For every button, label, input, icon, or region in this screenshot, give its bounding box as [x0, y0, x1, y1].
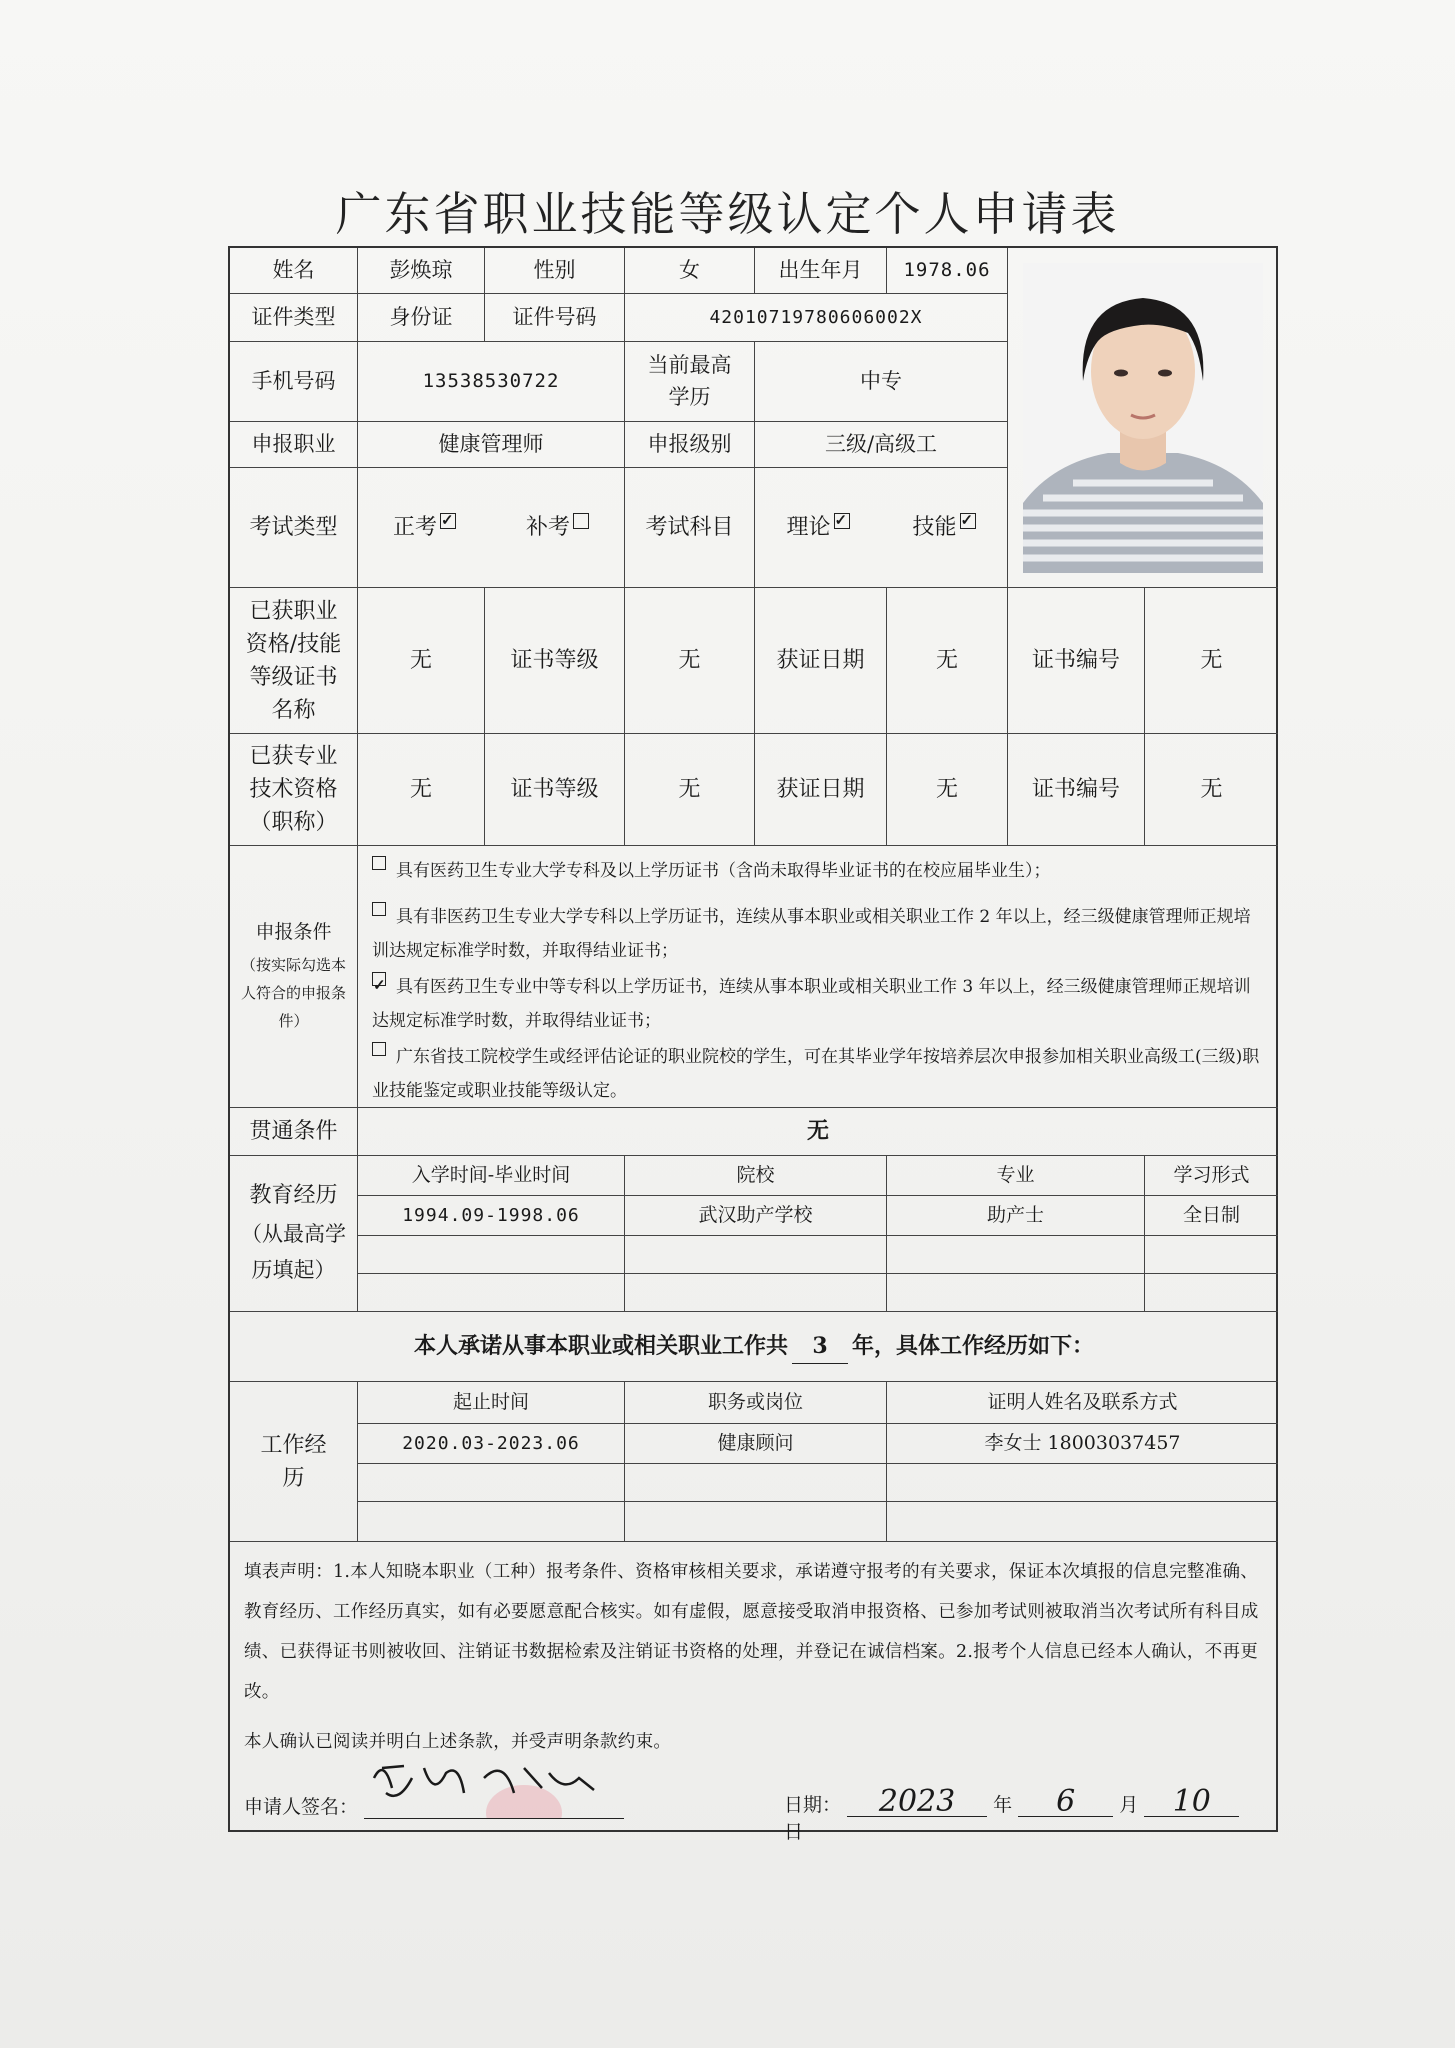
label-tech-cert: 已获专业技术资格（职称） — [230, 734, 358, 846]
photo-cell — [1008, 248, 1278, 588]
label-edu: 当前最高学历 — [625, 342, 755, 422]
condition-item: 具有医药卫生专业大学专科及以上学历证书（含尚未取得毕业证书的在校应届毕业生）； — [372, 854, 1262, 888]
exam-subject-options — [755, 468, 1008, 588]
signature-row — [244, 1784, 1264, 1843]
label-gender: 性别 — [485, 248, 625, 294]
education-note: （从最高学历填起） — [241, 1222, 346, 1282]
edu-cell — [358, 1274, 625, 1312]
label-qual-cert-no: 证书编号 — [1008, 588, 1145, 734]
label-tech-cert-no: 证书编号 — [1008, 734, 1145, 846]
label-phone: 手机号码 — [230, 342, 358, 422]
value-gender: 女 — [625, 248, 755, 294]
label-birth: 出生年月 — [755, 248, 887, 294]
work-cell — [887, 1502, 1278, 1542]
exam-normal-checkbox — [440, 513, 456, 529]
skill-option: 技能✓ — [912, 511, 975, 544]
promise-years: 3 — [792, 1330, 848, 1364]
signature-line — [364, 1788, 624, 1819]
applicant-photo — [1023, 263, 1263, 573]
theory-checkbox — [834, 513, 850, 529]
condition-checkbox — [372, 1042, 386, 1056]
work-cell — [358, 1502, 625, 1542]
edu-header-period: 入学时间-毕业时间 — [358, 1156, 625, 1196]
date-month: 6 — [1018, 1788, 1113, 1817]
theory-option: 理论✓ — [786, 511, 849, 544]
tech-cert-date: 无 — [887, 734, 1008, 846]
label-qual-cert-grade: 证书等级 — [485, 588, 625, 734]
value-id-type: 身份证 — [358, 294, 485, 342]
date-day: 10 — [1144, 1788, 1239, 1817]
work-cell — [887, 1464, 1278, 1502]
exam-normal-option: 正考✓ — [393, 511, 456, 544]
date-year: 2023 — [847, 1788, 987, 1817]
label-education: 教育经历 — [249, 1183, 338, 1208]
qual-cert-date: 无 — [887, 588, 1008, 734]
qual-cert-name: 无 — [358, 588, 485, 734]
exam-type-options — [358, 468, 625, 588]
edu-cell: 武汉助产学校 — [625, 1196, 887, 1236]
edu-cell: 1994.09-1998.06 — [358, 1196, 625, 1236]
tech-cert-grade: 无 — [625, 734, 755, 846]
work-header-period: 起止时间 — [358, 1382, 625, 1424]
label-job: 申报职业 — [230, 422, 358, 468]
declaration-text: 填表声明：1.本人知晓本职业（工种）报考条件、资格审核相关要求，承诺遵守报考的有关要求，保证本次填报的信息完整准确、教育经历、工作经历真实，如有必要愿意配合核实。如有虚假，愿意接受取消申报资格、已参加考试则被取消当次考试所有科目成绩、已获得证书则被收回、注销证书数据检索及注销证书资格的处理，并登记在诚信档案。2.报考个人信息已经本人确认，不再更改。 — [244, 1562, 1259, 1702]
label-id-type: 证件类型 — [230, 294, 358, 342]
application-form — [228, 246, 1278, 1843]
edu-cell — [1145, 1274, 1278, 1312]
label-exam-subject: 考试科目 — [625, 468, 755, 588]
edu-cell: 全日制 — [1145, 1196, 1278, 1236]
label-exam-type: 考试类型 — [230, 468, 358, 588]
condition-item: 具有非医药卫生专业大学专科以上学历证书，连续从事本职业或相关职业工作 2 年以上，经三级健康管理师正规培训达规定标准学时数，并取得结业证书； — [372, 900, 1262, 968]
date-month-unit: 月 — [1119, 1794, 1139, 1816]
label-through: 贯通条件 — [230, 1108, 358, 1156]
work-cell: 健康顾问 — [625, 1424, 887, 1464]
label-name: 姓名 — [230, 248, 358, 294]
label-conditions: 申报条件 — [255, 921, 332, 944]
condition-checkbox — [372, 856, 386, 870]
value-name: 彭焕琼 — [358, 248, 485, 294]
edu-cell — [358, 1236, 625, 1274]
tech-cert-name: 无 — [358, 734, 485, 846]
work-header-reference: 证明人姓名及联系方式 — [887, 1382, 1278, 1424]
through-value: 无 — [358, 1108, 1278, 1156]
work-cell: 李女士 18003037457 — [887, 1424, 1278, 1464]
edu-cell — [1145, 1236, 1278, 1274]
handwritten-signature — [364, 1748, 614, 1818]
label-education-cell — [230, 1156, 358, 1312]
date-day-unit: 日 — [784, 1821, 804, 1843]
edu-header-school: 院校 — [625, 1156, 887, 1196]
condition-checkbox — [372, 902, 386, 916]
signature-label: 申请人签名： — [244, 1796, 359, 1818]
edu-header-major: 专业 — [887, 1156, 1145, 1196]
form-title: 广东省职业技能等级认定个人申请表 — [335, 187, 1120, 241]
tech-cert-no: 无 — [1145, 734, 1278, 846]
label-conditions-cell — [230, 846, 358, 1108]
qual-cert-no: 无 — [1145, 588, 1278, 734]
date-year-unit: 年 — [993, 1794, 1013, 1816]
value-level: 三级/高级工 — [755, 422, 1008, 468]
value-job: 健康管理师 — [358, 422, 625, 468]
skill-checkbox — [960, 513, 976, 529]
conditions-note: （按实际勾选本人符合的申报条件） — [240, 955, 346, 1030]
label-qual-cert-date: 获证日期 — [755, 588, 887, 734]
edu-header-mode: 学习形式 — [1145, 1156, 1278, 1196]
label-tech-cert-grade: 证书等级 — [485, 734, 625, 846]
condition-item: 广东省技工院校学生或经评估论证的职业院校的学生，可在其毕业学年按培养层次申报参加相关职业高级工(三级)职业技能鉴定或职业技能等级认定。 — [372, 1040, 1262, 1108]
work-cell: 2020.03-2023.06 — [358, 1424, 625, 1464]
condition-checkbox — [372, 972, 386, 986]
confirm-text: 本人确认已阅读并明白上述条款，并受声明条款约束。 — [244, 1732, 672, 1752]
edu-cell — [625, 1236, 887, 1274]
value-id-no: 42010719780606002X — [625, 294, 1008, 342]
edu-cell — [887, 1274, 1145, 1312]
exam-makeup-option: 补考 — [526, 511, 589, 544]
work-cell — [625, 1502, 887, 1542]
date-block — [784, 1784, 1264, 1844]
label-tech-cert-date: 获证日期 — [755, 734, 887, 846]
label-id-no: 证件号码 — [485, 294, 625, 342]
condition-item: ✓具有医药卫生专业中等专科以上学历证书，连续从事本职业或相关职业工作 3 年以上，经三级健康管理师正规培训达规定标准学时数，并取得结业证书； — [372, 970, 1262, 1038]
value-birth: 1978.06 — [887, 248, 1008, 294]
edu-cell — [887, 1236, 1145, 1274]
label-level: 申报级别 — [625, 422, 755, 468]
label-qual-cert: 已获职业资格/技能等级证书名称 — [230, 588, 358, 734]
value-phone: 13538530722 — [358, 342, 625, 422]
date-label: 日期： — [784, 1794, 842, 1816]
edu-cell — [625, 1274, 887, 1312]
qual-cert-grade: 无 — [625, 588, 755, 734]
work-cell — [625, 1464, 887, 1502]
work-header-position: 职务或岗位 — [625, 1382, 887, 1424]
label-work: 工作经历 — [230, 1382, 358, 1542]
edu-cell: 助产士 — [887, 1196, 1145, 1236]
work-cell — [358, 1464, 625, 1502]
exam-makeup-checkbox — [573, 513, 589, 529]
work-promise: 本人承诺从事本职业或相关职业工作共 3 年，具体工作经历如下： — [230, 1312, 1278, 1382]
value-edu: 中专 — [755, 342, 1008, 422]
